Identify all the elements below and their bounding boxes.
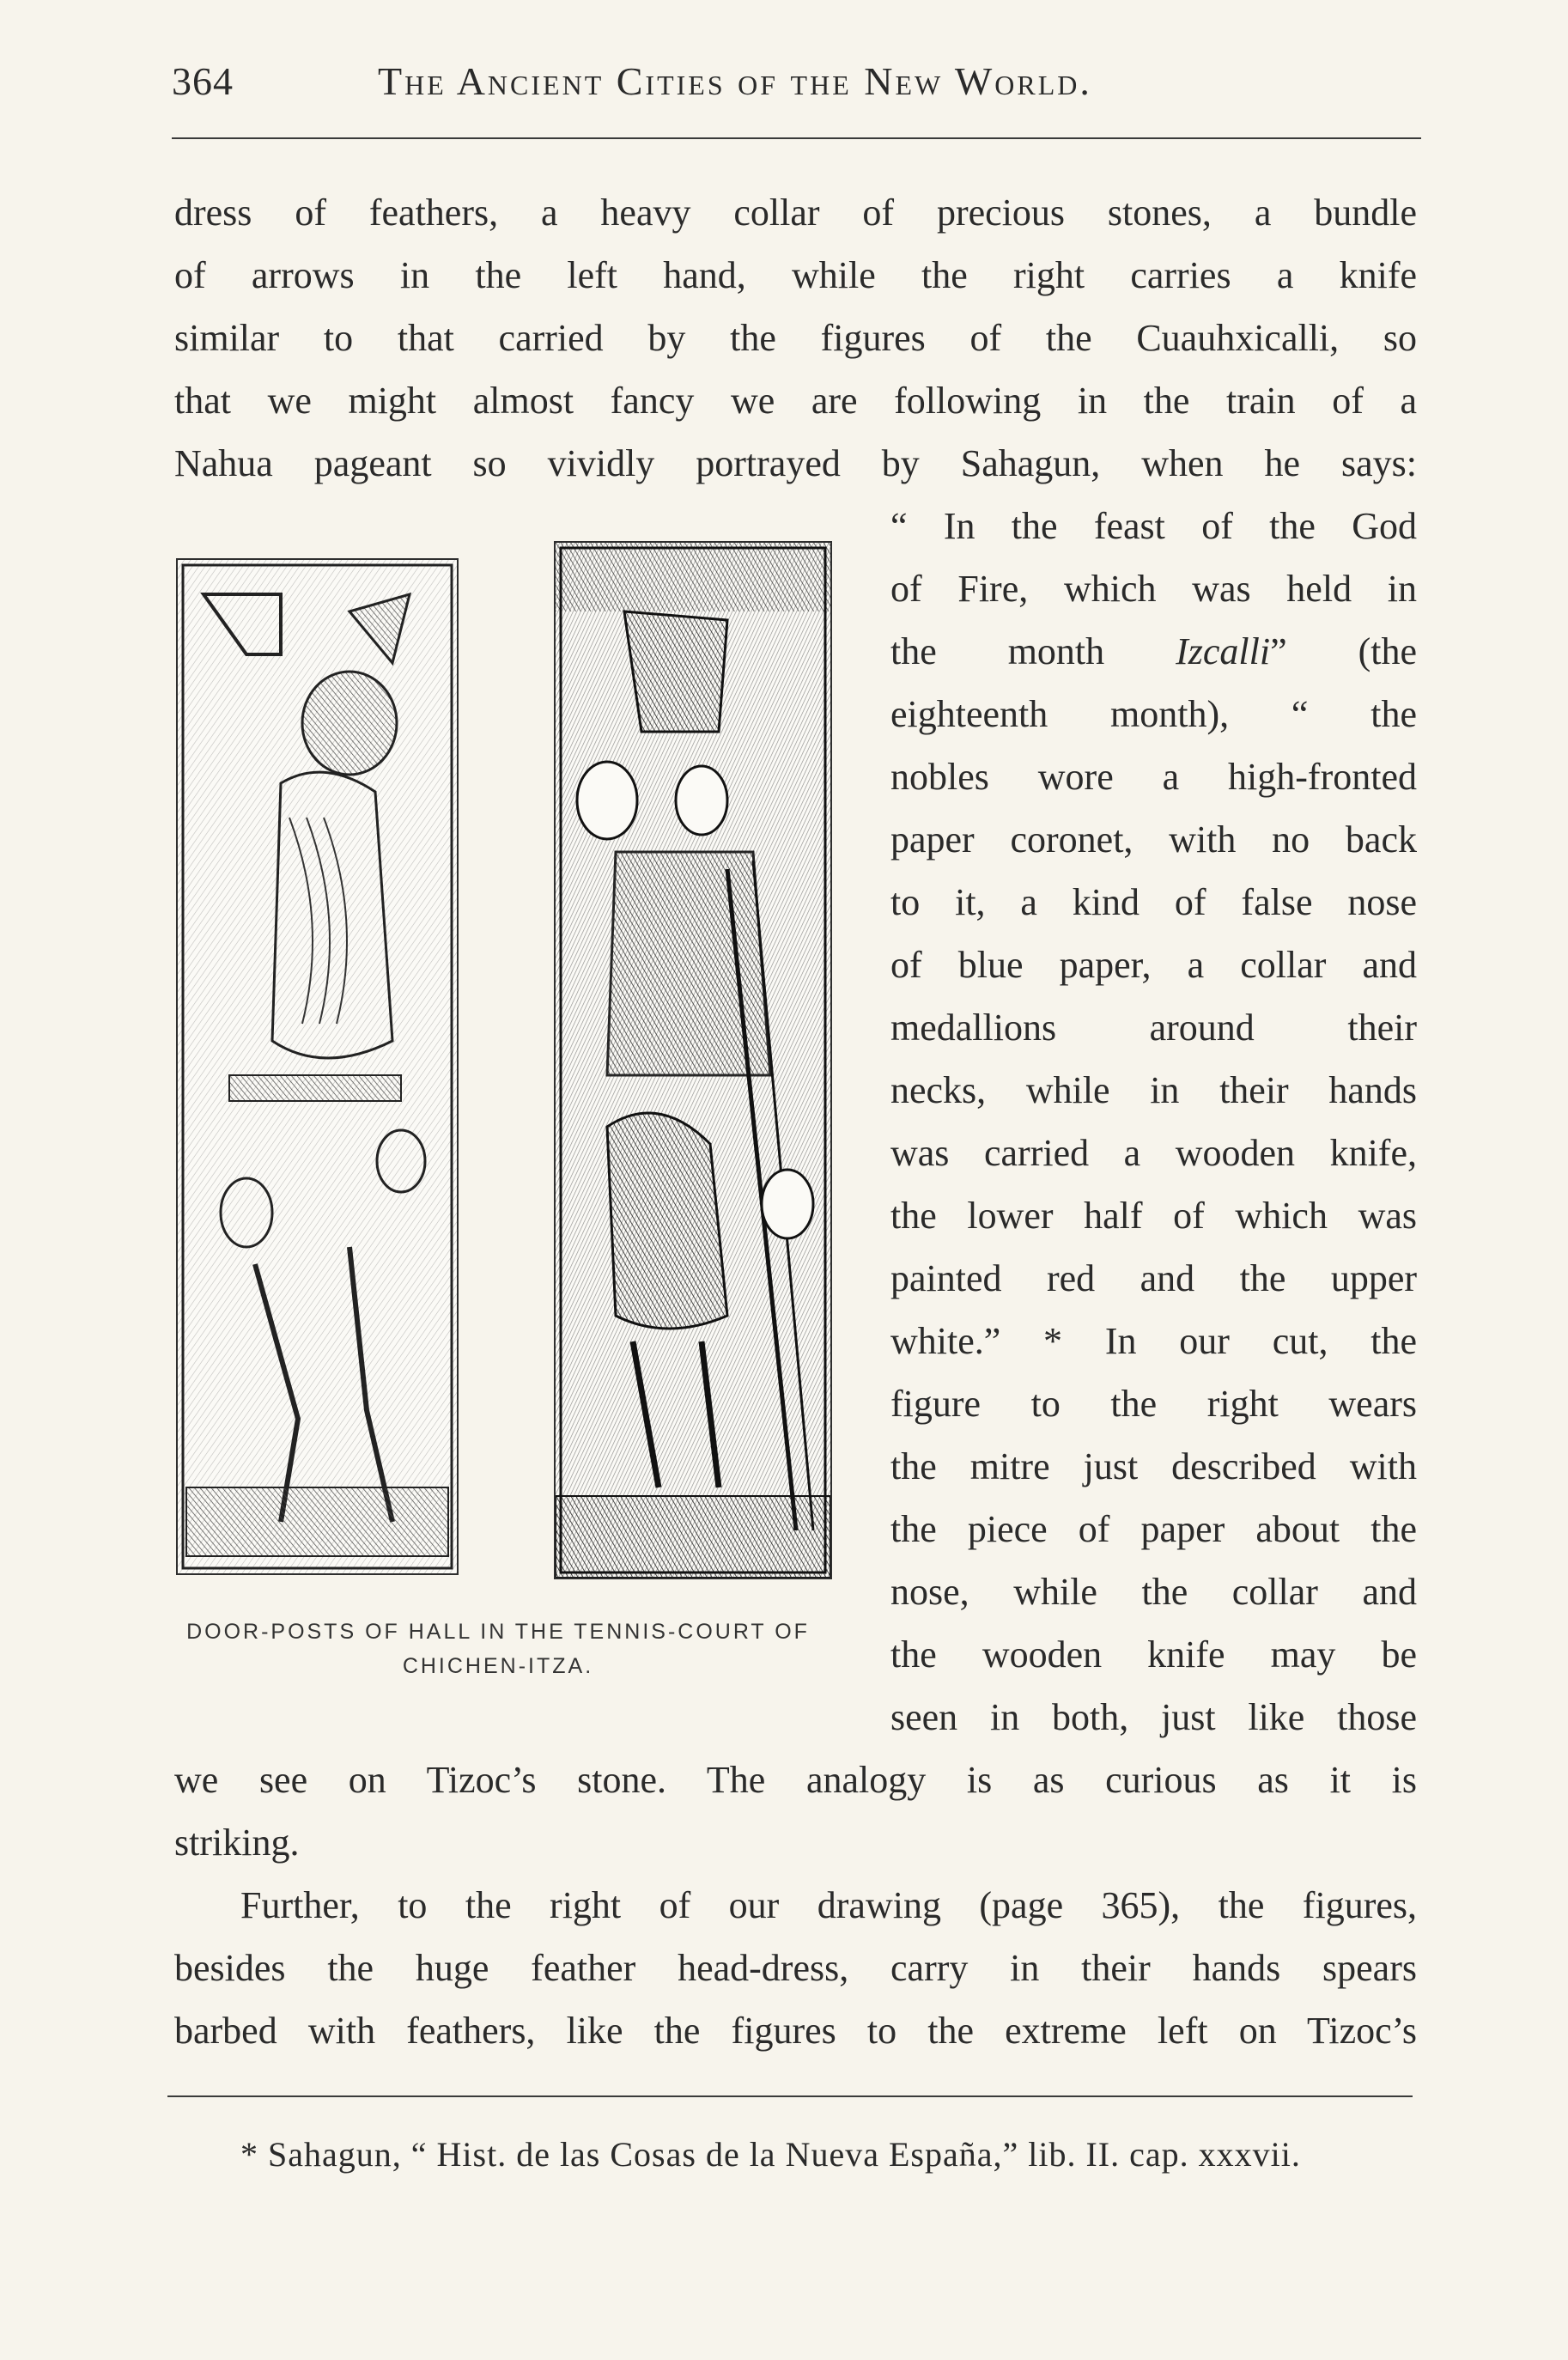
body-line: dress of feathers, a heavy collar of precious stones, a bundle <box>174 192 1417 234</box>
body-line: of arrows in the left hand, while the right carries a knife <box>174 254 1417 296</box>
footnote: * Sahagun, “ Hist. de las Cosas de la Nueva España,” lib. II. cap. xxxvii. <box>240 2135 1301 2174</box>
body-line: we see on Tizoc’s stone. The analogy is as curious as it is <box>174 1759 1417 1801</box>
footnote-rule <box>167 2095 1413 2097</box>
body-line: barbed with feathers, like the figures to the extreme left on Tizoc’s <box>174 2010 1417 2052</box>
header-rule <box>172 137 1421 139</box>
body-line: seen in both, just like those <box>890 1696 1417 1738</box>
body-line: Nahua pageant so vividly portrayed by Sahagun, when he says: <box>174 442 1417 484</box>
italic-term: Izcalli <box>1176 630 1271 672</box>
body-line: “ In the feast of the God <box>890 505 1417 547</box>
figure-caption <box>137 1615 859 1683</box>
page-header <box>172 50 1417 110</box>
body-line: painted red and the upper <box>890 1257 1417 1299</box>
body-line: was carried a wooden knife, <box>890 1132 1417 1174</box>
body-line: paper coronet, with no back <box>890 818 1417 861</box>
right-post-art <box>556 543 830 1578</box>
body-line: the piece of paper about the <box>890 1508 1417 1550</box>
left-door-post-engraving <box>176 558 459 1575</box>
body-line: medallions around their <box>890 1007 1417 1049</box>
body-line: nose, while the collar and <box>890 1571 1417 1613</box>
body-line: that we might almost fancy we are following in the train of a <box>174 380 1417 422</box>
body-line: necks, while in their hands <box>890 1069 1417 1111</box>
body-line-italic-word: the month Izcalli” (the <box>890 630 1418 672</box>
body-line: eighteenth month), “ the <box>890 693 1417 735</box>
caption-line: CHICHEN-ITZA. <box>402 1654 594 1678</box>
body-line: of Fire, which was held in <box>890 568 1417 610</box>
body-line: the mitre just described with <box>890 1445 1417 1487</box>
body-line: white.” * In our cut, the <box>890 1320 1417 1362</box>
body-line: besides the huge feather head-dress, carry in their hands spears <box>174 1947 1417 1989</box>
paragraph-first-line: Further, to the right of our drawing (page 365), the figures, <box>240 1884 1417 1926</box>
left-post-art <box>178 560 457 1573</box>
body-line: figure to the right wears <box>890 1383 1417 1425</box>
body-line: similar to that carried by the figures of the Cuauhxicalli, so <box>174 317 1417 359</box>
body-line: the wooden knife may be <box>890 1633 1417 1676</box>
caption-line: DOOR-POSTS OF HALL IN THE TENNIS-COURT OF <box>186 1620 810 1644</box>
page-number: 364 <box>172 59 234 103</box>
running-title: The Ancient Cities of the New World. <box>378 59 1092 103</box>
body-line: to it, a kind of false nose <box>890 881 1417 923</box>
body-line: nobles wore a high-fronted <box>890 756 1417 798</box>
body-line: the lower half of which was <box>890 1195 1417 1237</box>
right-door-post-engraving <box>554 541 832 1579</box>
body-line: striking. <box>174 1822 300 1864</box>
door-posts-illustration <box>167 541 846 1610</box>
body-line: of blue paper, a collar and <box>890 944 1417 986</box>
